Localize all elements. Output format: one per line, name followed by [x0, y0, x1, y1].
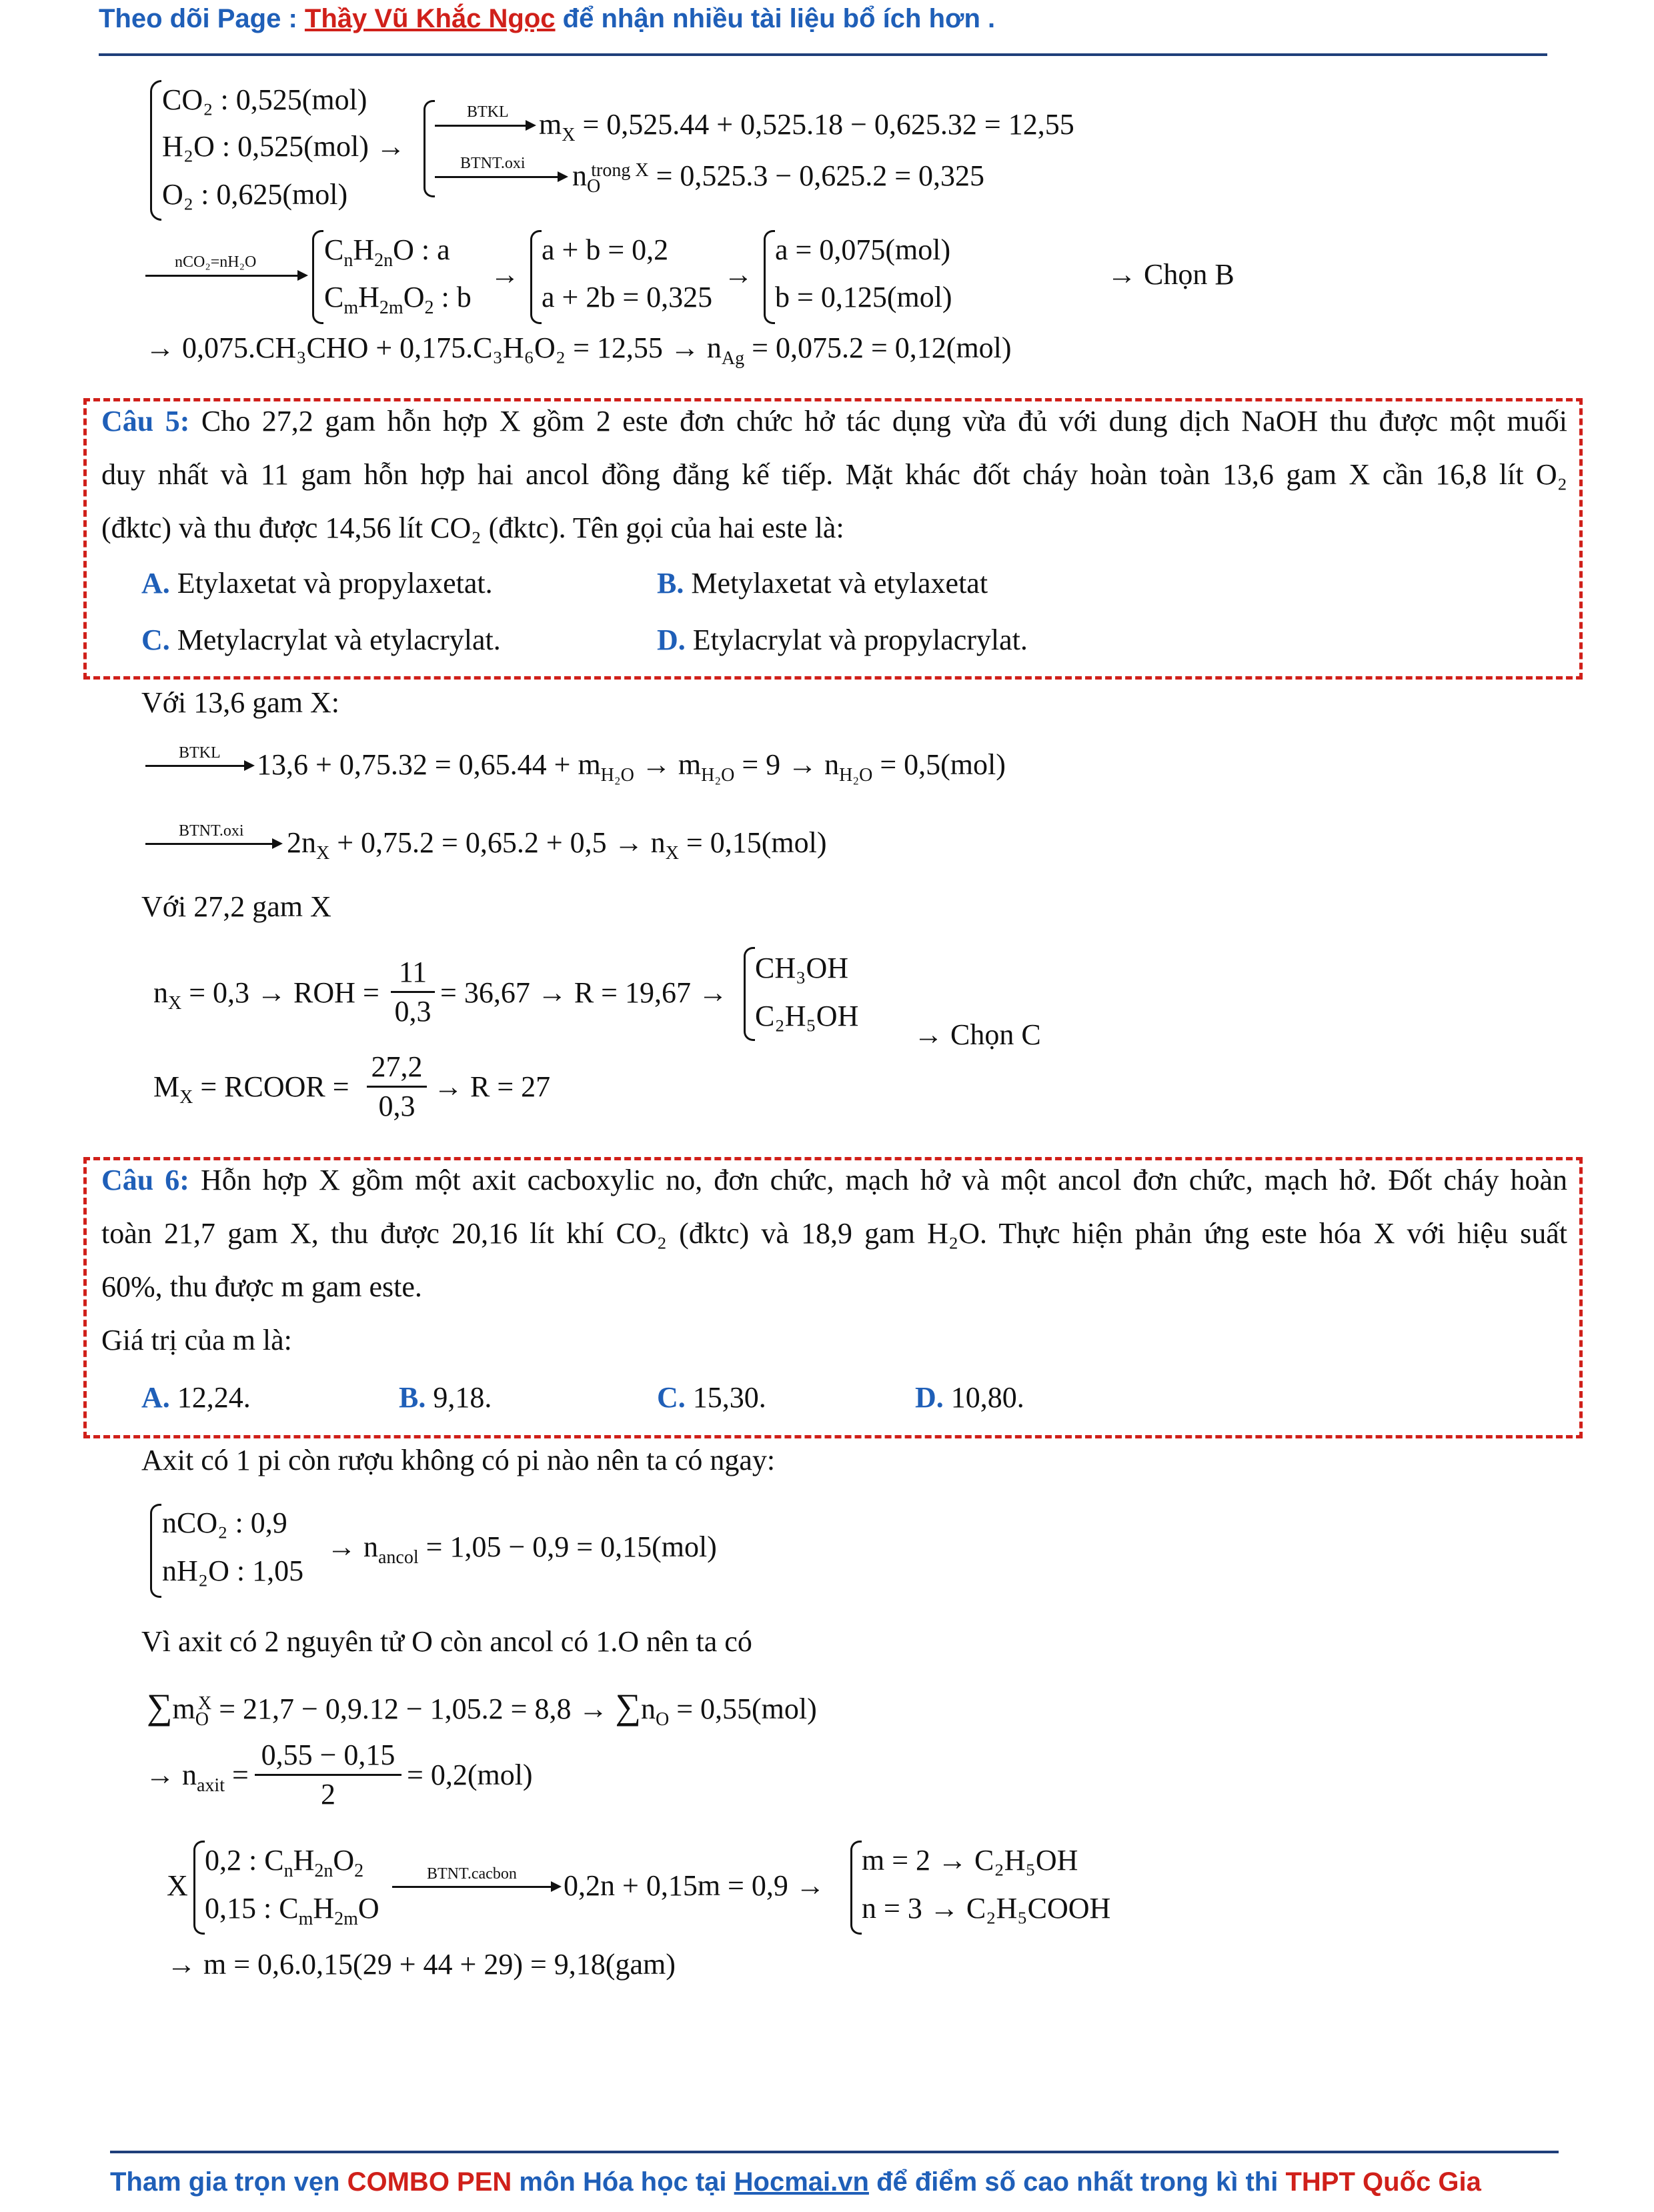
- btnt-cacbon-label: BTNT.cacbon: [427, 1865, 517, 1883]
- hocmai-link[interactable]: Hocmai.vn: [734, 2167, 869, 2197]
- result-n: n = 3 → C₂H₅COOH: [862, 1892, 1111, 1925]
- q6-line-2: toàn 21,7 gam X, thu được 20,16 lít khí CO₂ (đktc) và 18,9 gam H₂O. Thực hiện phản ứng este hóa X với hiệu suất: [101, 1217, 1567, 1250]
- sol5-intro-2: Với 27,2 gam X: [141, 890, 331, 923]
- exam-name: THPT Quốc Gia: [1285, 2167, 1481, 2197]
- arrow-glyph: →: [490, 258, 520, 291]
- btkl-label: BTKL: [467, 103, 509, 121]
- arrow: [392, 1886, 559, 1888]
- brace: [850, 1841, 862, 1935]
- q5-label: Câu 5:: [101, 405, 190, 437]
- q6-option-a[interactable]: A. 12,24.: [141, 1381, 251, 1414]
- result-b: b = 0,125(mol): [775, 281, 952, 313]
- page-footer: Tham gia trọn vẹn COMBO PEN môn Hóa học tại Hocmai.vn để điểm số cao nhất trong kì thi THPT Quốc Gia: [110, 2167, 1481, 2197]
- component-a: $C_nH_{2n}O$ : a: [324, 233, 450, 271]
- condition-label: nCO₂=nH₂O: [175, 253, 257, 271]
- brace: [744, 947, 755, 1041]
- n-axit-result: = 0,2(mol): [407, 1759, 533, 1791]
- arrow: [435, 176, 566, 178]
- q6-label: Câu 6:: [101, 1164, 189, 1196]
- btkl-label: BTKL: [179, 744, 221, 762]
- page-header: [99, 4, 995, 34]
- final-answer: → m = 0,6.0,15(29 + 44 + 29) = 9,18(gam): [167, 1948, 676, 1981]
- sol5-btkl-equation: $13,6 + 0,75.32 = 0,65.44 + m_{H_2O} \to m_{H_2O} = 9 \to n_{H_2O} = 0,5(mol)$: [257, 748, 1006, 786]
- brace: [424, 100, 435, 197]
- arrow: [145, 843, 280, 845]
- header-divider: [99, 53, 1547, 56]
- result-a: a = 0,075(mol): [775, 233, 951, 266]
- sol5-intro-1: Với 13,6 gam X:: [141, 686, 340, 719]
- brace: [150, 1504, 161, 1598]
- header-suffix: để nhận nhiều tài liệu bổ ích hơn .: [555, 4, 996, 33]
- carbon-equation: 0,2n + 0,15m = 0,9 →: [564, 1869, 825, 1902]
- arrow: [145, 275, 305, 277]
- sol5-mx: $M_X$ = RCOOR =: [153, 1070, 349, 1108]
- btnt-oxi-label: BTNT.oxi: [460, 155, 526, 172]
- q5-option-c[interactable]: C. Metylacrylat và etylacrylat.: [141, 624, 501, 656]
- brace: [150, 80, 161, 221]
- fraction: 0,55 − 0,15 2: [255, 1741, 401, 1809]
- brace: [530, 230, 542, 324]
- answer-choice: → Chọn B: [1107, 258, 1234, 291]
- ag-equation: → $0,075.CH_3CHO + 0,175.C_3H_6O_2 = 12,55 \to n_{Ag} = 0,075.2 = 0,12(mol)$: [145, 331, 1012, 369]
- arrow-glyph: →: [724, 258, 753, 291]
- mol-co2: CO₂ : 0,525(mol): [162, 83, 367, 116]
- footer-divider: [110, 2151, 1559, 2153]
- no-equation: $n_O^{trong X} = 0,525.3 - 0,625.2 = 0,325$: [572, 159, 985, 197]
- sol6-line-2: Vì axit có 2 nguyên tử O còn ancol có 1.O nên ta có: [141, 1625, 752, 1658]
- result-m: m = 2 → C₂H₅OH: [862, 1844, 1078, 1877]
- n-axit: → $n_{axit}$ =: [145, 1759, 249, 1796]
- answer-choice: → Chọn C: [914, 1018, 1041, 1051]
- combo-pen: COMBO PEN: [347, 2167, 512, 2197]
- system-eq-1: a + b = 0,2: [542, 233, 669, 266]
- q5-option-b[interactable]: B. Metylaxetat và etylaxetat: [657, 567, 988, 600]
- brace: [312, 230, 323, 324]
- acid-formula: 0,2 : $C_nH_{2n}O_2$: [205, 1844, 364, 1881]
- q5-line-2: duy nhất và 11 gam hỗn hợp hai ancol đồng đẳng kế tiếp. Mặt khác đốt cháy hoàn toàn 13,6 gam X cần 16,8 lít O₂: [101, 458, 1567, 491]
- brace: [764, 230, 775, 324]
- mixture-x: X: [167, 1869, 188, 1902]
- q6-option-b[interactable]: B. 9,18.: [399, 1381, 492, 1414]
- sol5-nx: $n_X = 0,3$ → ROH =: [153, 976, 379, 1014]
- alcohol-formula: 0,15 : $C_mH_{2m}O$: [205, 1892, 379, 1929]
- q6-line-4: Giá trị của m là:: [101, 1324, 292, 1356]
- q5-option-d[interactable]: D. Etylacrylat và propylacrylat.: [657, 624, 1028, 656]
- sum-mo: $\sum m_O^X = 21,7 - 0,9.12 - 1,05.2 = 8,8 \to \sum n_O = 0,55(mol)$: [147, 1687, 817, 1730]
- n-ancol: → $n_{ancol} = 1,05 - 0,9 = 0,15(mol)$: [327, 1530, 717, 1568]
- mx-equation: $m_X = 0,525.44 + 0,525.18 - 0,625.32 = 12,55$: [539, 108, 1074, 145]
- q6-option-c[interactable]: C. 15,30.: [657, 1381, 766, 1414]
- alcohol-2: C₂H₅OH: [755, 1000, 859, 1032]
- author-link[interactable]: Thầy Vũ Khắc Ngọc: [304, 4, 556, 33]
- alcohol-1: CH₃OH: [755, 952, 849, 984]
- fraction: 27,2 0,3: [367, 1052, 427, 1121]
- q5-line-3: (đktc) và thu được 14,56 lít CO₂ (đktc). Tên gọi của hai este là:: [101, 511, 844, 544]
- sol5-mid-2: → R = 27: [434, 1070, 551, 1103]
- q6-line-3: 60%, thu được m gam este.: [101, 1270, 422, 1303]
- arrow: [145, 765, 252, 767]
- q5-option-a[interactable]: A. Etylaxetat và propylaxetat.: [141, 567, 493, 600]
- brace: [193, 1841, 205, 1935]
- header-prefix: Theo dõi Page :: [99, 4, 305, 33]
- btnt-oxi-label: BTNT.oxi: [179, 822, 244, 840]
- q6-option-d[interactable]: D. 10,80.: [915, 1381, 1024, 1414]
- arrow: [435, 125, 534, 127]
- fraction: 11 0,3: [391, 958, 435, 1026]
- nh2o: nH₂O : 1,05: [162, 1554, 304, 1587]
- mol-h2o: H₂O : 0,525(mol) →: [162, 130, 405, 163]
- q6-line-1: Câu 6: Hỗn hợp X gồm một axit cacboxylic no, đơn chức, mạch hở và một ancol đơn chức, mạch hở. Đốt cháy hoàn: [101, 1164, 1568, 1196]
- nco2: nCO₂ : 0,9: [162, 1506, 287, 1539]
- q5-line-1: Câu 5: Cho 27,2 gam hỗn hợp X gồm 2 este đơn chức hở tác dụng vừa đủ với dung dịch NaOH thu được một muối: [101, 405, 1568, 437]
- sol5-btnt-equation: $2n_X + 0,75.2 = 0,65.2 + 0,5 \to n_X = 0,15(mol)$: [287, 826, 827, 864]
- component-b: $C_mH_{2m}O_2$ : b: [324, 281, 472, 318]
- sol6-intro: Axit có 1 pi còn rượu không có pi nào nên ta có ngay:: [141, 1444, 776, 1476]
- sol5-mid-1: = 36,67 → R = 19,67 →: [440, 976, 728, 1009]
- system-eq-2: a + 2b = 0,325: [542, 281, 713, 313]
- mol-o2: O₂ : 0,625(mol): [162, 178, 348, 211]
